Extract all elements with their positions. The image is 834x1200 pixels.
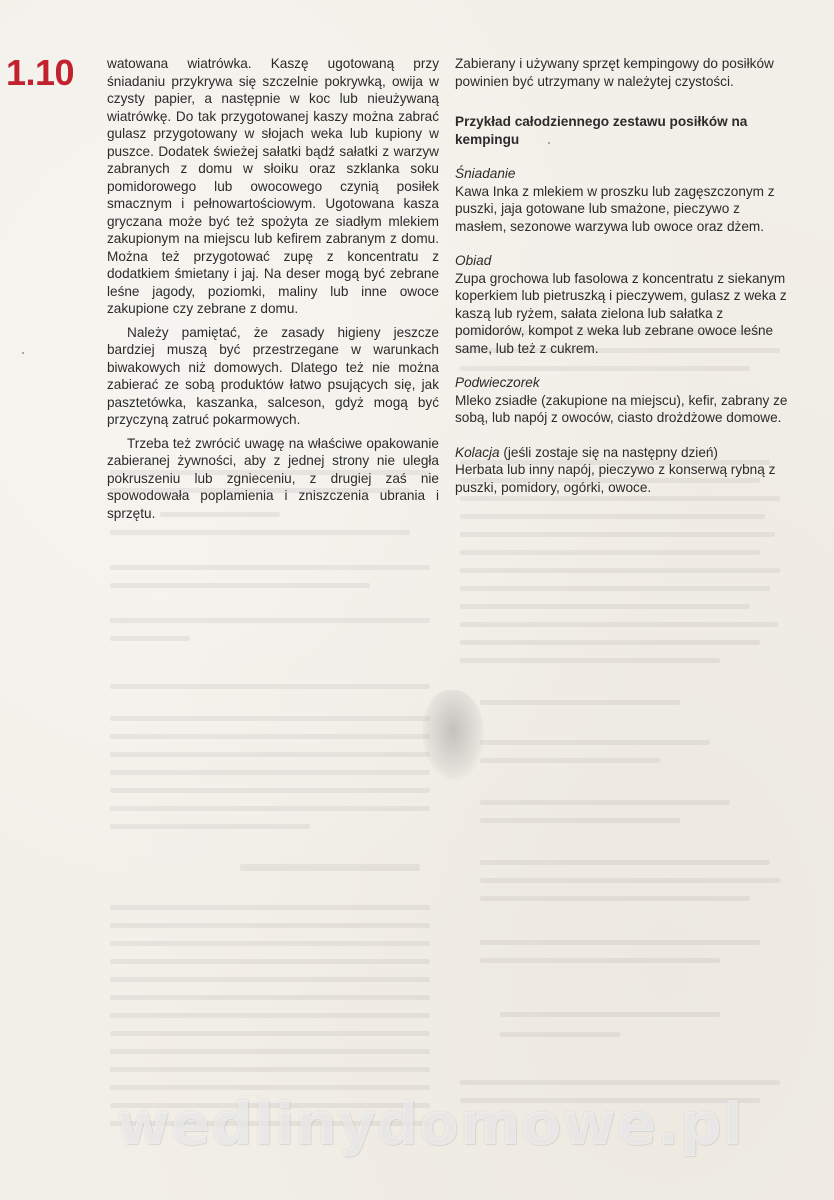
intro-paragraph: Zabierany i używany sprzęt kempingowy do posiłków powinien być utrzymany w należytej czystości. <box>455 56 774 89</box>
meal-text-lunch: Zupa grochowa lub fasolowa z koncentratu z siekanym koperkiem lub pietruszką i pieczywem, gulasz z weka z kaszą lub ryżem, sałata zielona lub sałatka z pomidorów, kompot z weka lub zebrane owoce leśne same, lub też z cukrem. <box>455 270 787 356</box>
right-column <box>455 55 789 496</box>
meal-label-afternoon <box>455 374 789 392</box>
paper-stain <box>422 690 484 780</box>
watermark: wedlinydomowe.pl <box>116 1090 744 1158</box>
left-column <box>107 55 439 522</box>
section-number: 1.10 <box>6 52 75 93</box>
meal-label-dinner <box>455 444 789 462</box>
section-heading: Przykład całodziennego zestawu posiłków na kempingu <box>455 114 748 147</box>
meal-label-lunch <box>455 252 789 270</box>
meal-label-breakfast <box>455 165 789 183</box>
meal-label-suffix: (jeśli zostaje się na następny dzień) <box>499 444 718 460</box>
meal-text-dinner: Herbata lub inny napój, pieczywo z konserwą rybną z puszki, pomidory, ogórki, owoce. <box>455 462 776 495</box>
meal-label-text: Śniadanie <box>455 166 516 181</box>
meal-label-text: Podwieczorek <box>455 375 540 390</box>
speck <box>22 352 24 354</box>
meal-text-breakfast: Kawa Inka z mlekiem w proszku lub zagęszczonym z puszki, jaja gotowane lub smażone, pieczywo z masłem, sezonowe warzywa lub owoce oraz dżem. <box>455 183 775 234</box>
paragraph: Trzeba też zwrócić uwagę na właściwe opakowanie zabieranej żywności, aby z jednej strony nie uległa pokruszeniu lub zgnieceniu, z drugiej zaś nie spowodowała poplamienia i zniszczenia ubrania i sprzętu. <box>107 435 439 521</box>
meal-label-text: Kolacja <box>455 444 500 460</box>
paragraph: watowana wiatrówka. Kaszę ugotowaną przy śniadaniu przykrywa się szczelnie pokrywką, owija w czysty papier, a następnie w koc lub nieużywaną wiatrówkę. Do tak przygotowanej kaszy można zabrać gulasz przygotowany w słojach weka lub kupiony w puszce. Dodatek świeżej sałatki bądź sałatki z warzyw zabranych z domu w słoiku oraz szklanka soku pomidorowego lub owocowego czynią posiłek smacznym i pełnowartościowym. Ugotowana kasza gryczana może być też spożyta ze siadłym mlekiem zakupionym na miejscu lub kefirem zabranym z domu. Można też przygotować zupę z koncentratu z dodatkiem śmietany i jaj. Na deser mogą być zebrane leśne jagody, poziomki, maliny lub inne owoce zakupione czy zebrane z domu. <box>107 56 439 316</box>
paragraph: Należy pamiętać, że zasady higieny jeszcze bardziej muszą być przestrzegane w warunkach biwakowych niż domowych. Dlatego też nie można zabierać ze sobą produktów łatwo psujących się, jak pasztetówka, kaszanka, salceson, gdyż mogą być przyczyną zatruć pokarmowych. <box>107 324 439 427</box>
meal-label-text: Obiad <box>455 253 492 268</box>
meal-text-afternoon: Mleko zsiadłe (zakupione na miejscu), kefir, zabrany ze sobą, lub napój z owoców, ciasto drożdżowe domowe. <box>455 392 788 425</box>
